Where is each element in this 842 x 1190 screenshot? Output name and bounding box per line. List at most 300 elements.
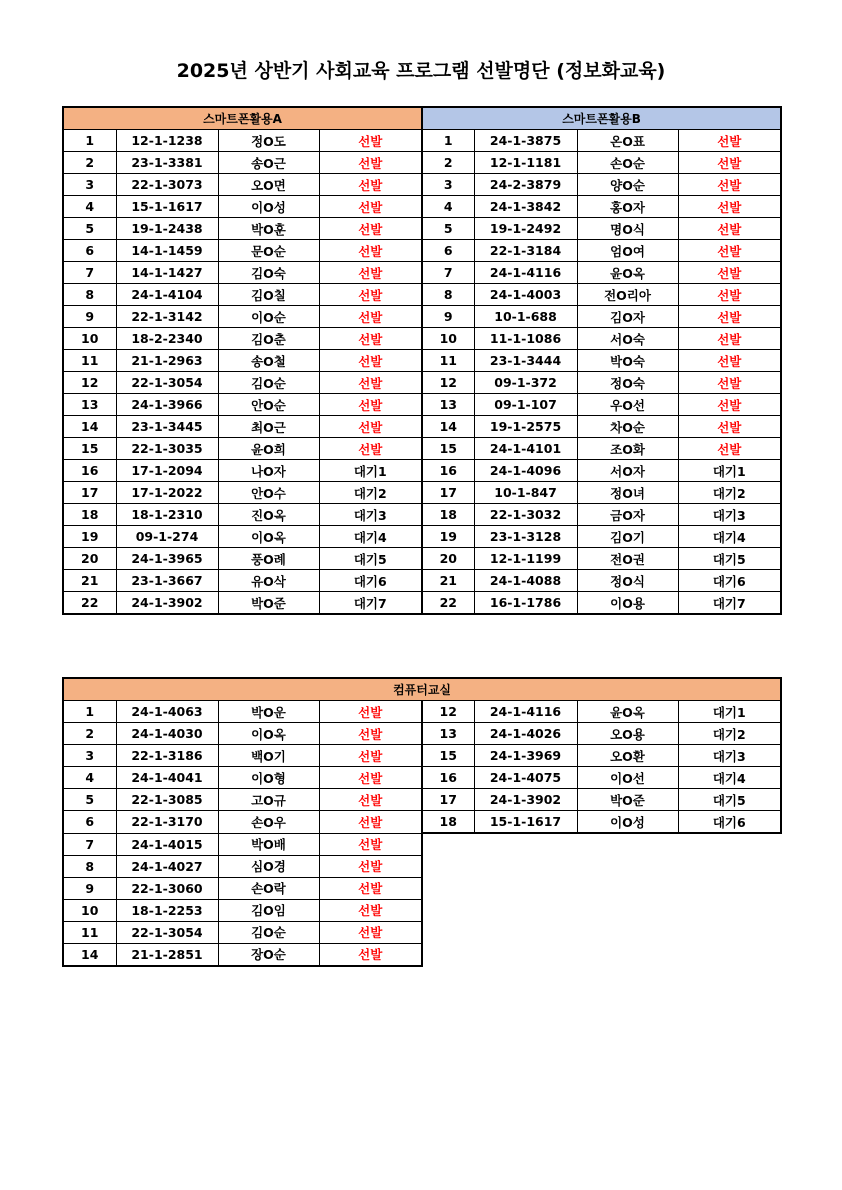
member-id: 24-1-4003 [474,284,577,306]
row-number: 7 [422,262,474,284]
member-name: 김O임 [218,899,319,921]
table-row [63,482,781,504]
table-row [63,548,781,570]
empty-cell [474,833,577,855]
member-id: 16-1-1786 [474,592,577,615]
selection-status: 선발 [319,833,422,855]
member-id: 09-1-107 [474,394,577,416]
member-name: 이O성 [218,196,319,218]
selection-status: 선발 [678,372,781,394]
empty-cell [678,921,781,943]
member-id: 24-1-4063 [116,701,218,723]
member-name: 장O순 [218,943,319,966]
row-number: 17 [63,482,116,504]
table-row [63,416,781,438]
table-row [63,218,781,240]
row-number: 17 [422,789,474,811]
table-row [63,130,781,152]
member-name: 손O락 [218,877,319,899]
row-number: 10 [63,899,116,921]
member-name: 심O경 [218,855,319,877]
selection-status: 선발 [678,306,781,328]
row-number: 16 [422,460,474,482]
selection-status: 대기6 [678,570,781,592]
member-id: 18-2-2340 [116,328,218,350]
member-name: 김O순 [218,921,319,943]
row-number: 1 [63,130,116,152]
member-name: 송O철 [218,350,319,372]
selection-status: 선발 [678,130,781,152]
selection-status: 선발 [319,921,422,943]
table-row [63,394,781,416]
selection-status: 선발 [678,218,781,240]
computer-table-body [63,678,781,966]
member-id: 24-1-4026 [474,723,577,745]
member-name: 이O순 [218,306,319,328]
member-name: 윤O희 [218,438,319,460]
member-id: 22-1-3054 [116,921,218,943]
empty-cell [422,921,474,943]
selection-status: 대기1 [319,460,422,482]
member-name: 유O삭 [218,570,319,592]
member-name: 윤O옥 [577,262,678,284]
empty-cell [577,921,678,943]
selection-status: 대기7 [678,592,781,615]
row-number: 6 [422,240,474,262]
selection-status: 선발 [319,372,422,394]
member-id: 18-1-2310 [116,504,218,526]
member-name: 정O숙 [577,372,678,394]
empty-cell [678,899,781,921]
member-id: 14-1-1427 [116,262,218,284]
member-name: 이O옥 [218,526,319,548]
selection-status: 선발 [319,152,422,174]
row-number: 7 [63,833,116,855]
row-number: 3 [63,174,116,196]
member-name: 조O화 [577,438,678,460]
member-id: 22-1-3184 [474,240,577,262]
table-row [63,196,781,218]
row-number: 4 [63,767,116,789]
table-row [63,152,781,174]
member-id: 22-1-3170 [116,811,218,834]
member-id: 21-1-2851 [116,943,218,966]
member-id: 24-1-4075 [474,767,577,789]
page-title: 2025년 상반기 사회교육 프로그램 선발명단 (정보화교육) [176,60,666,82]
empty-cell [577,855,678,877]
member-name: 오O면 [218,174,319,196]
member-id: 24-1-4116 [474,701,577,723]
row-number: 1 [63,701,116,723]
member-name: 윤O옥 [577,701,678,723]
row-number: 18 [422,811,474,834]
member-id: 23-1-3381 [116,152,218,174]
selection-status: 선발 [319,745,422,767]
row-number: 2 [63,723,116,745]
row-number: 19 [422,526,474,548]
member-name: 엄O여 [577,240,678,262]
row-number: 5 [63,789,116,811]
member-id: 24-2-3879 [474,174,577,196]
table-row [63,460,781,482]
empty-cell [422,877,474,899]
member-id: 17-1-2022 [116,482,218,504]
selection-status: 대기7 [319,592,422,615]
selection-status: 선발 [319,438,422,460]
selection-status: 대기2 [319,482,422,504]
member-id: 23-1-3444 [474,350,577,372]
member-name: 안O수 [218,482,319,504]
row-number: 12 [63,372,116,394]
selection-status: 선발 [678,350,781,372]
table-row [63,240,781,262]
member-name: 김O순 [218,372,319,394]
member-id: 24-1-4030 [116,723,218,745]
table-row [63,811,781,834]
row-number: 2 [63,152,116,174]
table-row [63,789,781,811]
empty-cell [678,877,781,899]
selection-status: 선발 [319,130,422,152]
member-id: 19-1-2492 [474,218,577,240]
row-number: 5 [63,218,116,240]
row-number: 11 [63,350,116,372]
member-id: 15-1-1617 [116,196,218,218]
row-number: 18 [422,504,474,526]
member-id: 24-1-4015 [116,833,218,855]
row-number: 7 [63,262,116,284]
table-row [63,767,781,789]
selection-status: 선발 [319,394,422,416]
row-number: 6 [63,240,116,262]
table-row [63,174,781,196]
member-name: 박O배 [218,833,319,855]
selection-status: 선발 [319,877,422,899]
table-row [63,745,781,767]
member-id: 24-1-3902 [474,789,577,811]
row-number: 15 [422,745,474,767]
empty-cell [474,899,577,921]
member-name: 고O규 [218,789,319,811]
member-name: 명O식 [577,218,678,240]
selection-status: 대기2 [678,723,781,745]
row-number: 8 [63,284,116,306]
member-id: 24-1-3966 [116,394,218,416]
member-name: 김O숙 [218,262,319,284]
member-name: 정O식 [577,570,678,592]
table-row [63,350,781,372]
member-name: 정O녀 [577,482,678,504]
member-id: 24-1-3902 [116,592,218,615]
empty-cell [474,921,577,943]
member-name: 박O운 [218,701,319,723]
member-id: 19-1-2438 [116,218,218,240]
member-id: 23-1-3445 [116,416,218,438]
member-id: 10-1-847 [474,482,577,504]
row-number: 4 [422,196,474,218]
member-id: 12-1-1181 [474,152,577,174]
row-number: 11 [63,921,116,943]
selection-status: 선발 [319,899,422,921]
member-id: 24-1-4027 [116,855,218,877]
selection-status: 선발 [678,416,781,438]
selection-status: 선발 [678,262,781,284]
selection-status: 대기5 [678,548,781,570]
selection-status: 선발 [319,416,422,438]
selection-status: 선발 [678,196,781,218]
member-name: 김O자 [577,306,678,328]
row-number: 4 [63,196,116,218]
selection-status: 선발 [319,350,422,372]
empty-cell [422,833,474,855]
row-number: 10 [63,328,116,350]
computer-header: 컴퓨터교실 [63,678,781,701]
member-id: 21-1-2963 [116,350,218,372]
member-id: 19-1-2575 [474,416,577,438]
row-number: 20 [63,548,116,570]
member-name: 문O순 [218,240,319,262]
member-name: 오O환 [577,745,678,767]
member-name: 안O순 [218,394,319,416]
row-number: 21 [422,570,474,592]
row-number: 12 [422,701,474,723]
member-id: 10-1-688 [474,306,577,328]
member-id: 09-1-372 [474,372,577,394]
member-name: 차O순 [577,416,678,438]
member-id: 12-1-1238 [116,130,218,152]
empty-cell [678,943,781,966]
member-name: 박O숙 [577,350,678,372]
member-name: 손O순 [577,152,678,174]
member-name: 최O근 [218,416,319,438]
table-row [63,284,781,306]
row-number: 15 [422,438,474,460]
member-id: 14-1-1459 [116,240,218,262]
smartphone-table [62,106,782,615]
selection-status: 선발 [319,218,422,240]
empty-cell [422,855,474,877]
row-number: 3 [63,745,116,767]
row-number: 10 [422,328,474,350]
row-number: 20 [422,548,474,570]
selection-status: 선발 [678,328,781,350]
row-number: 16 [63,460,116,482]
computer-table [62,677,782,967]
member-name: 홍O자 [577,196,678,218]
row-number: 14 [63,416,116,438]
member-id: 24-1-4116 [474,262,577,284]
empty-cell [474,943,577,966]
selection-status: 대기1 [678,460,781,482]
row-number: 15 [63,438,116,460]
member-id: 24-1-3842 [474,196,577,218]
member-name: 박O훈 [218,218,319,240]
member-id: 22-1-3032 [474,504,577,526]
selection-status: 대기4 [678,526,781,548]
row-number: 19 [63,526,116,548]
member-id: 12-1-1199 [474,548,577,570]
member-id: 22-1-3073 [116,174,218,196]
selection-status: 선발 [319,196,422,218]
table-row [63,723,781,745]
row-number: 6 [63,811,116,834]
empty-cell [577,943,678,966]
member-id: 15-1-1617 [474,811,577,834]
selection-status: 선발 [678,438,781,460]
member-name: 전O권 [577,548,678,570]
selection-status: 대기2 [678,482,781,504]
selection-status: 선발 [319,943,422,966]
selection-status: 선발 [678,152,781,174]
row-number: 13 [422,394,474,416]
member-id: 23-1-3667 [116,570,218,592]
row-number: 8 [422,284,474,306]
member-name: 박O준 [218,592,319,615]
empty-cell [678,833,781,855]
member-id: 24-1-3875 [474,130,577,152]
selection-status: 선발 [319,723,422,745]
row-number: 5 [422,218,474,240]
row-number: 1 [422,130,474,152]
table-row [63,570,781,592]
member-id: 24-1-4088 [474,570,577,592]
member-id: 22-1-3035 [116,438,218,460]
member-id: 22-1-3186 [116,745,218,767]
member-name: 백O기 [218,745,319,767]
table-row [63,372,781,394]
table-row [63,306,781,328]
empty-cell [474,855,577,877]
member-name: 이O옥 [218,723,319,745]
selection-status: 대기4 [319,526,422,548]
row-number: 8 [63,855,116,877]
selection-status: 선발 [319,855,422,877]
row-number: 22 [422,592,474,615]
member-id: 17-1-2094 [116,460,218,482]
member-name: 박O준 [577,789,678,811]
row-number: 16 [422,767,474,789]
table-row [63,328,781,350]
selection-status: 선발 [319,767,422,789]
smartphone-table-body [63,107,781,614]
row-number: 9 [422,306,474,328]
member-id: 24-1-4041 [116,767,218,789]
row-number: 9 [63,306,116,328]
member-name: 양O순 [577,174,678,196]
member-name: 이O성 [577,811,678,834]
member-id: 09-1-274 [116,526,218,548]
row-number: 12 [422,372,474,394]
empty-cell [577,833,678,855]
member-name: 이O형 [218,767,319,789]
member-name: 우O선 [577,394,678,416]
table-row [63,504,781,526]
selection-status: 선발 [319,811,422,834]
member-name: 온O표 [577,130,678,152]
selection-status: 선발 [678,284,781,306]
selection-status: 선발 [319,284,422,306]
row-number: 14 [422,416,474,438]
selection-status: 선발 [678,394,781,416]
row-number: 18 [63,504,116,526]
member-name: 김O칠 [218,284,319,306]
table-row [63,438,781,460]
member-name: 전O리아 [577,284,678,306]
row-number: 3 [422,174,474,196]
member-name: 서O자 [577,460,678,482]
member-id: 22-1-3085 [116,789,218,811]
selection-status: 대기4 [678,767,781,789]
selection-status: 대기3 [319,504,422,526]
empty-cell [474,877,577,899]
member-name: 이O용 [577,592,678,615]
member-name: 송O근 [218,152,319,174]
member-id: 24-1-4101 [474,438,577,460]
table-row [63,899,781,921]
member-name: 정O도 [218,130,319,152]
member-id: 22-1-3060 [116,877,218,899]
selection-status: 선발 [319,262,422,284]
table-row [63,592,781,615]
row-number: 22 [63,592,116,615]
member-name: 나O자 [218,460,319,482]
table-row [63,526,781,548]
selection-status: 대기3 [678,745,781,767]
member-id: 11-1-1086 [474,328,577,350]
selection-status: 선발 [319,174,422,196]
row-number: 14 [63,943,116,966]
row-number: 13 [422,723,474,745]
empty-cell [577,899,678,921]
table-row [63,855,781,877]
member-id: 24-1-3965 [116,548,218,570]
selection-status: 선발 [319,240,422,262]
member-id: 22-1-3142 [116,306,218,328]
selection-status: 대기1 [678,701,781,723]
empty-cell [577,877,678,899]
table-row [63,701,781,723]
selection-status: 선발 [319,306,422,328]
member-id: 24-1-4104 [116,284,218,306]
row-number: 13 [63,394,116,416]
table-row [63,877,781,899]
table-row [63,262,781,284]
table-row [63,943,781,966]
member-id: 24-1-3969 [474,745,577,767]
empty-cell [422,943,474,966]
row-number: 21 [63,570,116,592]
member-name: 진O옥 [218,504,319,526]
selection-status: 대기3 [678,504,781,526]
row-number: 11 [422,350,474,372]
member-id: 23-1-3128 [474,526,577,548]
member-id: 22-1-3054 [116,372,218,394]
selection-status: 대기6 [319,570,422,592]
selection-status: 선발 [678,174,781,196]
empty-cell [678,855,781,877]
table-row [63,921,781,943]
smartphone-b-header: 스마트폰활용B [422,107,781,130]
empty-cell [422,899,474,921]
row-number: 2 [422,152,474,174]
member-name: 오O용 [577,723,678,745]
member-name: 손O우 [218,811,319,834]
selection-status: 선발 [319,789,422,811]
member-name: 풍O례 [218,548,319,570]
selection-status: 선발 [678,240,781,262]
smartphone-a-header: 스마트폰활용A [63,107,422,130]
selection-status: 대기5 [678,789,781,811]
